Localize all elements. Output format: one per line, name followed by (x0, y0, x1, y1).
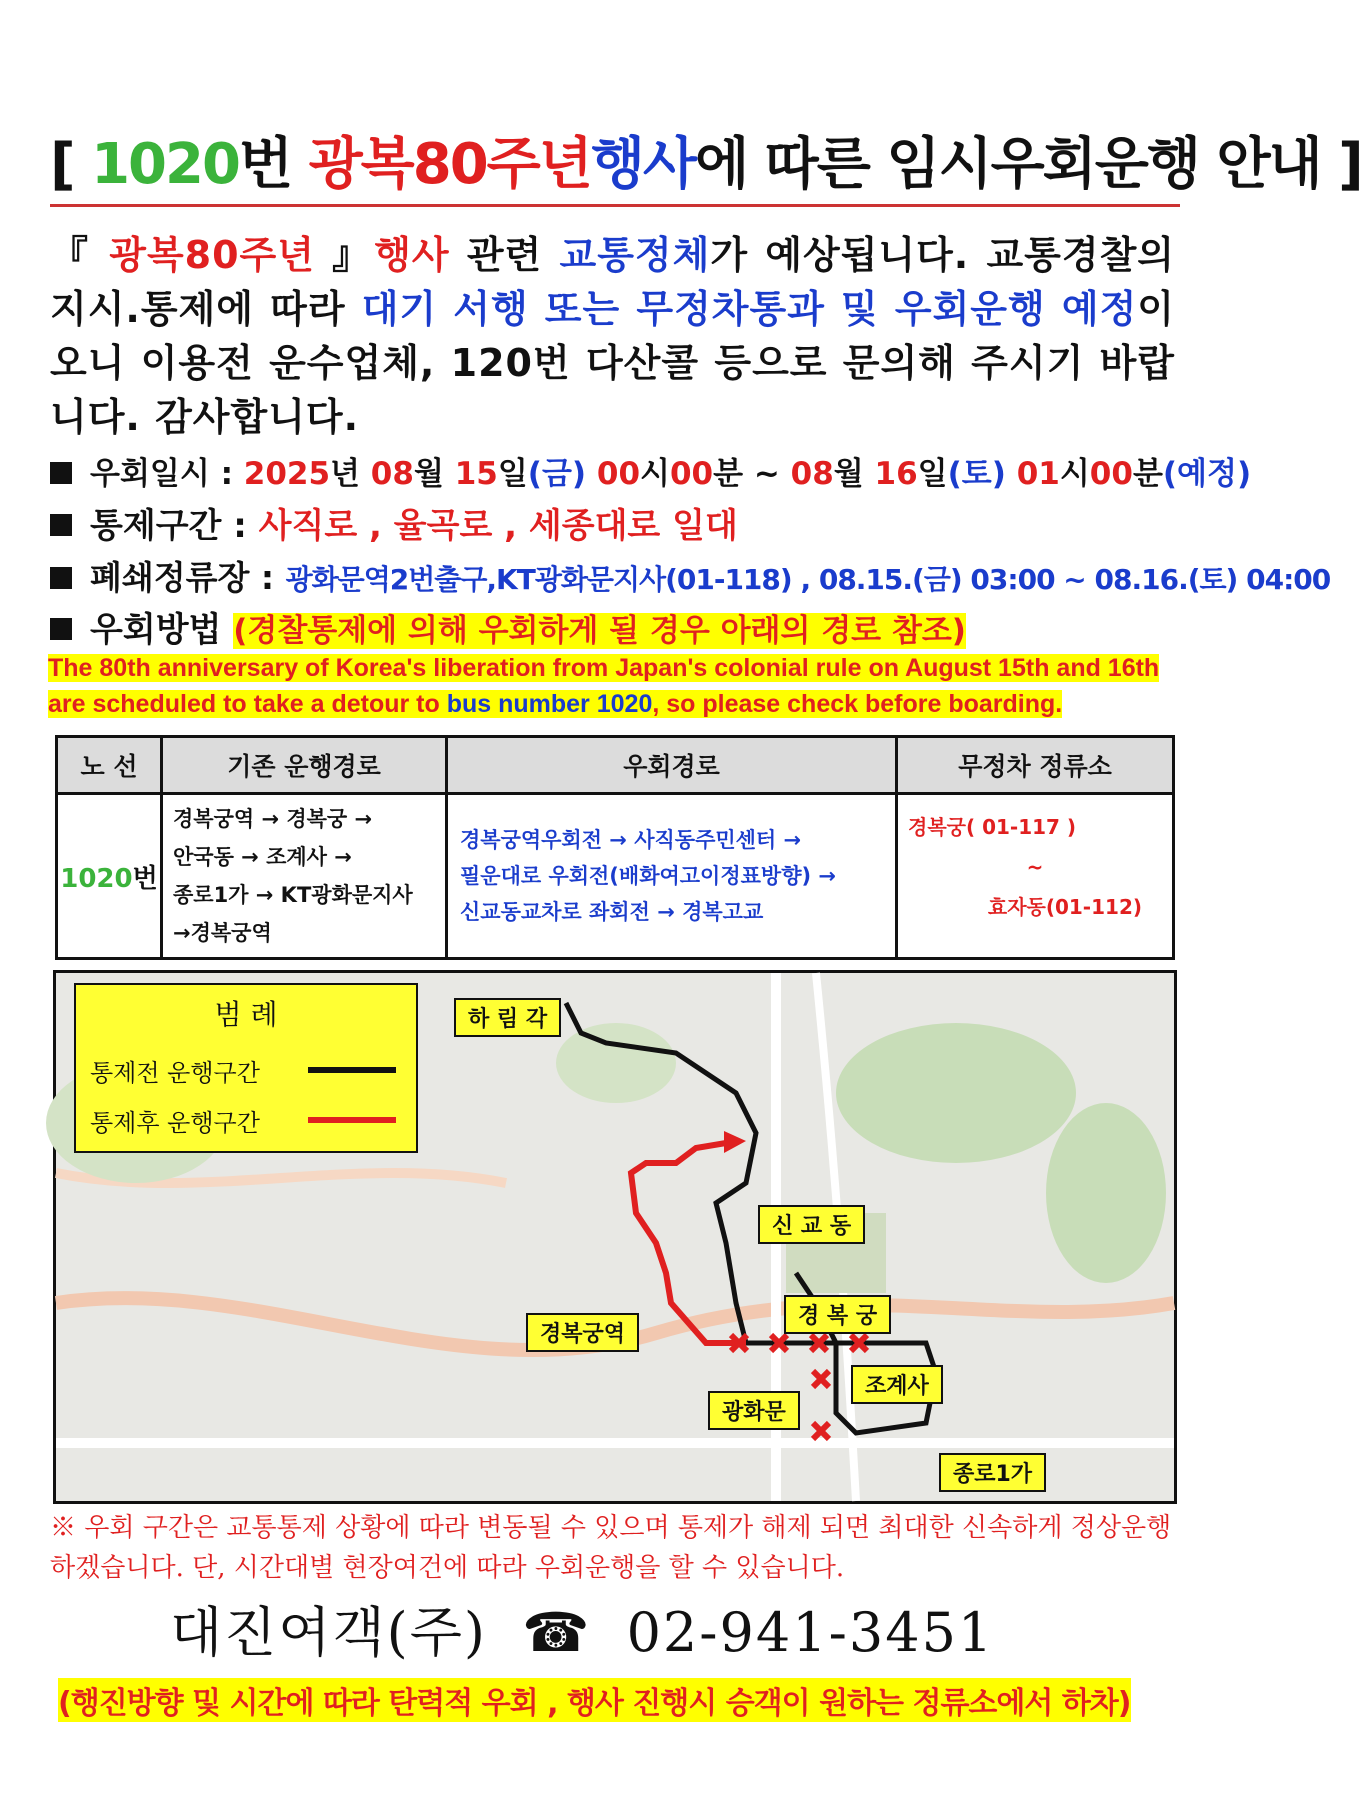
title-event: 광복80주년 (308, 132, 591, 197)
footer-notice: (행진방향 및 시간에 따라 탄력적 우회 , 행사 진행시 승객이 원하는 정류소에서 하차) (58, 1678, 1131, 1722)
header-nonstop-stops: 무정차 정류소 (897, 737, 1174, 794)
page-title: [ 1020번 광복80주년행사에 따른 임시우회운행 안내 ] (50, 120, 1180, 207)
route-table (55, 735, 1175, 960)
detour-date-row: 우회일시 : 2025년 08월 15일(금) 00시00분 ~ 08월 16일(토) 01시00분(예정) (50, 448, 1251, 493)
nonstop-stops-cell: 경복궁( 01-117 ) ~ 효자동(01-112) (897, 794, 1174, 959)
map-label-singyo: 신 교 동 (758, 1205, 865, 1244)
legend-title: 범 례 (214, 998, 278, 1031)
map-legend (74, 983, 418, 1153)
legend-before-line (308, 1067, 396, 1073)
route-number-cell: 1020번 (57, 794, 162, 959)
bullet-square-icon (50, 618, 72, 640)
title-route-number: 1020 (91, 132, 239, 197)
header-existing-route: 기존 운행경로 (162, 737, 447, 794)
header-route: 노 선 (57, 737, 162, 794)
map-label-jongno1ga: 종로1가 (939, 1453, 1046, 1492)
intro-paragraph: 『 광복80주년 』행사 관련 교통정체가 예상됩니다. 교통경찰의 지시.통제에 따라 대기 서행 또는 무정차통과 및 우회운행 예정이오니 이용전 운수업체, 120번 다산콜 등으로 문의해 주시기 바랍니다. 감사합니다. (50, 233, 1176, 439)
detour-note: ※ 우회 구간은 교통통제 상황에 따라 변동될 수 있으며 통제가 해제 되면 최대한 신속하게 정상운행 하겠습니다. 단, 시간대별 현장여건에 따라 우회운행을 할 수 있습니다. (50, 1513, 1172, 1583)
closed-stops-row: 폐쇄정류장 : 광화문역2번출구,KT광화문지사(01-118) , 08.15.(금) 03:00 ~ 08.16.(토) 04:00 (50, 552, 1330, 599)
table-row (57, 794, 1174, 959)
control-section-row: 통제구간 : 사직로 , 율곡로 , 세종대로 일대 (50, 498, 738, 547)
map-label-jogyesa: 조계사 (851, 1365, 943, 1404)
legend-after-line (308, 1117, 396, 1123)
company-name: 대진여객(주) (170, 1601, 487, 1664)
bullet-square-icon (50, 462, 72, 484)
map-label-gyeongbokgung-station: 경복궁역 (526, 1313, 639, 1352)
map-label-gwanghwamun: 광화문 (708, 1391, 800, 1430)
map-label-hallimgak: 하 림 각 (454, 998, 561, 1037)
company-contact (170, 1590, 994, 1667)
company-phone: 02-941-3451 (626, 1601, 995, 1664)
legend-before-label: 통제전 운행구간 (90, 1059, 260, 1087)
phone-icon: ☎ (522, 1601, 592, 1664)
detour-method-row: 우회방법 (경찰통제에 의해 우회하게 될 경우 아래의 경로 참조) (50, 602, 966, 651)
detour-route-cell: 경복궁역우회전 → 사직동주민센터 → 필운대로 우회전(배화여고이정표방향) → 신교동교차로 좌회전 → 경복고교 (447, 794, 897, 959)
detour-map (53, 970, 1177, 1504)
bullet-square-icon (50, 514, 72, 536)
english-notice: The 80th anniversary of Korea's liberation from Japan's colonial rule on August 15th and 16th are scheduled to take a detour to bus number 1020, so please check before boarding. (48, 654, 1160, 718)
table-header-row (57, 737, 1174, 794)
legend-after-label: 통제후 운행구간 (90, 1109, 260, 1137)
map-label-gyeongbokgung: 경 복 궁 (784, 1295, 891, 1334)
header-detour-route: 우회경로 (447, 737, 897, 794)
existing-route-cell: 경복궁역 → 경복궁 → 안국동 → 조계사 → 종로1가 → KT광화문지사 →경복궁역 (162, 794, 447, 959)
bullet-square-icon (50, 567, 72, 589)
